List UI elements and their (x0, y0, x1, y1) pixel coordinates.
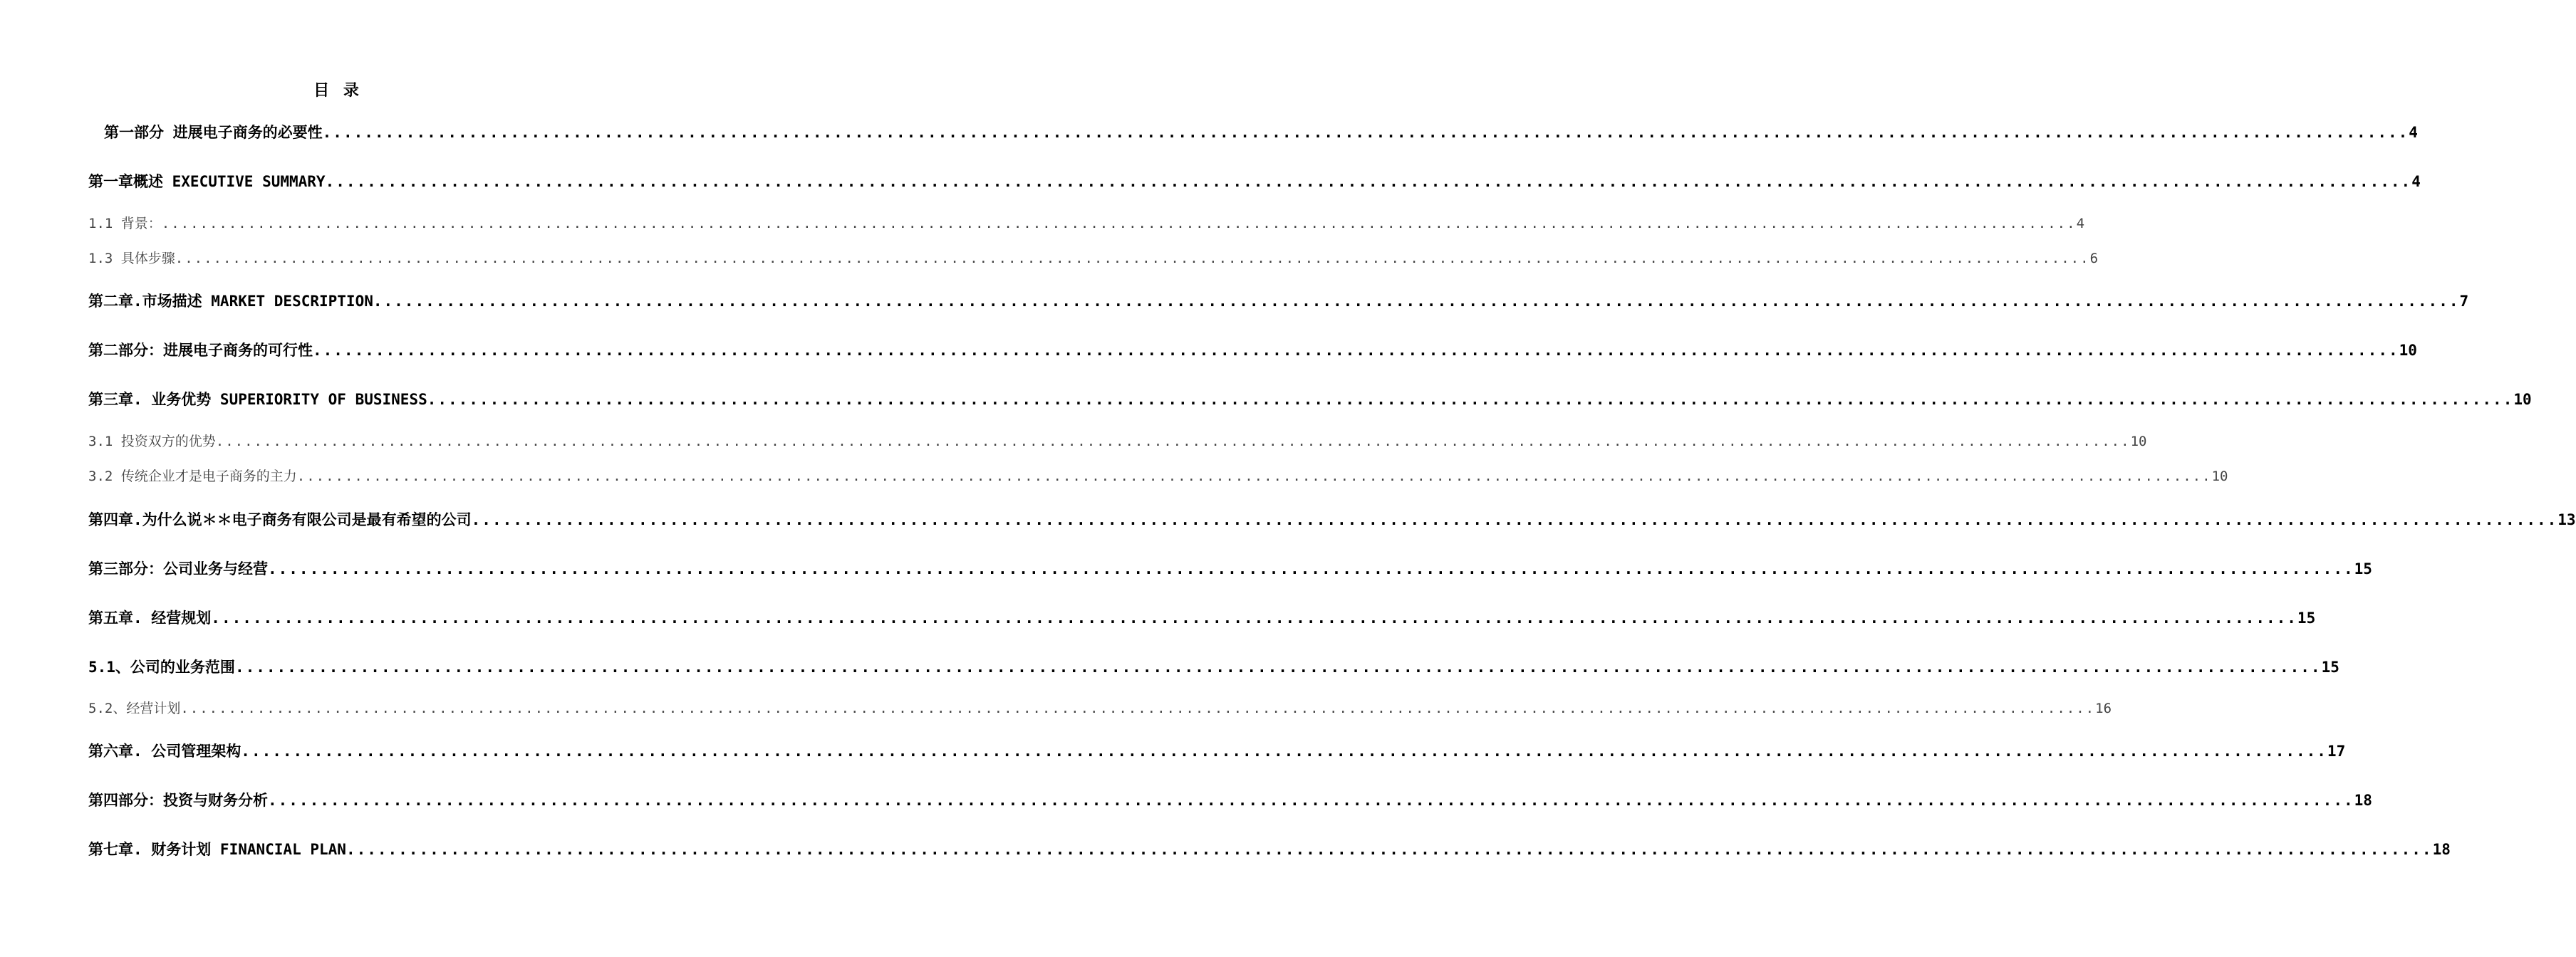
toc-leader-dots: ........................................................................................................................................................................................................ (180, 701, 2096, 716)
toc-leader-dots: ........................................................................................................................................................................................................ (234, 659, 2322, 676)
toc-entry-label: 3.1 投资双方的优势 (88, 434, 216, 449)
toc-leader-dots: ........................................................................................................................................................................................................ (268, 560, 2354, 577)
toc-entry-label: 第三部分：公司业务与经营 (88, 560, 268, 577)
toc-entry-section-5-1[interactable] (88, 656, 2339, 677)
toc-entry-page: 6 (2089, 251, 2099, 266)
toc-entry-page: 7 (2459, 293, 2469, 310)
toc-entry-section-3-1[interactable] (88, 431, 2147, 450)
toc-leader-dots: ........................................................................................................................................................................................................ (373, 293, 2460, 310)
toc-entry-label: 第四章.为什么说＊＊电子商务有限公司是最有希望的公司 (88, 511, 472, 528)
toc-entry-label: 5.1、公司的业务范围 (88, 659, 235, 676)
toc-title: 目 录 (313, 82, 363, 100)
toc-entry-page: 4 (2411, 173, 2421, 190)
toc-entry-part-2[interactable] (88, 339, 2417, 360)
toc-leader-dots: ........................................................................................................................................................................................................ (241, 743, 2327, 760)
toc-entry-page: 10 (2130, 434, 2147, 449)
toc-entry-section-1-1[interactable] (88, 213, 2085, 232)
toc-entry-chapter-1[interactable] (88, 170, 2421, 192)
toc-leader-dots: ........................................................................................................................................................................................................ (296, 469, 2212, 484)
toc-leader-dots: ........................................................................................................................................................................................................ (175, 251, 2090, 266)
toc-entry-label: 第二部分：进展电子商务的可行性 (88, 342, 313, 359)
toc-entry-part-3[interactable] (88, 558, 2372, 579)
toc-entry-chapter-2[interactable] (88, 290, 2469, 311)
toc-entry-label: 第二章.市场描述 MARKET DESCRIPTION (88, 293, 373, 310)
toc-entry-label: 第三章. 业务优势 SUPERIORITY OF BUSINESS (88, 391, 427, 408)
toc-entry-label: 1.3 具体步骤 (88, 251, 175, 266)
toc-entry-chapter-3[interactable] (88, 388, 2532, 409)
toc-leader-dots: ........................................................................................................................................................................................................ (268, 792, 2354, 809)
toc-entry-page: 4 (2409, 124, 2418, 141)
toc-entry-label: 第七章. 财务计划 FINANCIAL PLAN (88, 841, 346, 858)
toc-entry-page: 10 (2513, 391, 2532, 408)
toc-entry-page: 15 (2354, 560, 2372, 577)
toc-leader-dots: ........................................................................................................................................................................................................ (471, 511, 2558, 528)
toc-entry-chapter-4[interactable] (88, 508, 2576, 530)
toc-entry-page: 18 (2354, 792, 2372, 809)
toc-entry-label: 3.2 传统企业才是电子商务的主力 (88, 469, 297, 484)
toc-entry-label: 第五章. 经营规划 (88, 610, 212, 627)
toc-entry-label: 第一章概述 EXECUTIVE SUMMARY (88, 173, 326, 190)
toc-leader-dots: ........................................................................................................................................................................................................ (346, 841, 2433, 858)
toc-entry-label: 5.2、经营计划 (88, 701, 181, 716)
toc-entry-page: 18 (2432, 841, 2451, 858)
toc-entry-page: 16 (2095, 701, 2112, 716)
toc-entry-page: 10 (2211, 469, 2228, 484)
toc-leader-dots: ........................................................................................................................................................................................................ (325, 173, 2412, 190)
toc-entry-page: 10 (2399, 342, 2417, 359)
toc-leader-dots: ........................................................................................................................................................................................................ (161, 216, 2077, 231)
toc-entry-page: 15 (2297, 610, 2316, 627)
toc-entry-section-3-2[interactable] (88, 466, 2228, 485)
toc-entry-page: 4 (2076, 216, 2085, 231)
toc-entry-label: 第四部分：投资与财务分析 (88, 792, 268, 809)
toc-entry-label: 第一部分 进展电子商务的必要性 (104, 124, 323, 141)
toc-entry-section-1-3[interactable] (88, 248, 2099, 267)
toc-entry-part-4[interactable] (88, 789, 2372, 810)
toc-leader-dots: ........................................................................................................................................................................................................ (215, 434, 2131, 449)
toc-entry-part-1[interactable] (104, 121, 2418, 142)
toc-leader-dots: ........................................................................................................................................................................................................ (322, 124, 2409, 141)
toc-leader-dots: ........................................................................................................................................................................................................ (313, 342, 2399, 359)
toc-entry-label: 第六章. 公司管理架构 (88, 743, 242, 760)
toc-entry-chapter-7[interactable] (88, 838, 2451, 859)
toc-entry-page: 17 (2327, 743, 2346, 760)
toc-leader-dots: ........................................................................................................................................................................................................ (211, 610, 2297, 627)
toc-entry-chapter-6[interactable] (88, 740, 2346, 761)
toc-entry-chapter-5[interactable] (88, 607, 2316, 628)
toc-entry-page: 15 (2321, 659, 2339, 676)
toc-entry-section-5-2[interactable] (88, 698, 2112, 717)
toc-entry-page: 13 (2557, 511, 2576, 528)
toc-entry-label: 1.1 背景： (88, 216, 162, 231)
toc-leader-dots: ........................................................................................................................................................................................................ (427, 391, 2514, 408)
